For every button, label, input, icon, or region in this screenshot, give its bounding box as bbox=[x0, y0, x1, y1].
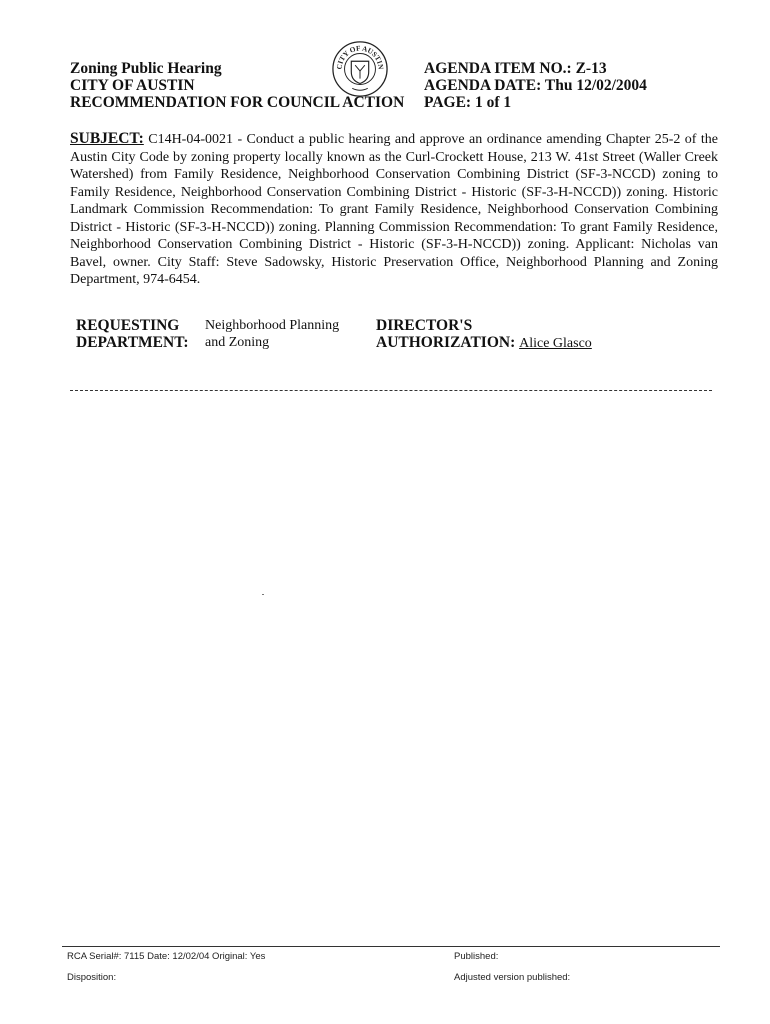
subject-text: C14H-04-0021 - Conduct a public hearing and approve an ordinance amending Chapter 25-2 of the Austin City Code by zoning property locally known as the Curl-Crockett House, 213 W. 41st Street (Waller Creek Watershed) from Family Residence, Neighborhood Conservation Combining District (SF-3-NCCD) zoning to Family Residence, Neighborhood Conservation Combining District - Historic (SF-3-H-NCCD)) zoning. Historic Landmark Commission Recommendation: To grant Family Residence, Neighborhood Conservation Combining District - Historic (SF-3-H-NCCD)) zoning. Planning Commission Recommendation: To grant Family Residence, Neighborhood Conservation Combining District - Historic (SF-3-H-NCCD)) zoning. Applicant: Nicholas van Bavel, owner. City Staff: Steve Sadowsky, Historic Preservation Office, Neighborhood Planning and Zoning Department, 974-6454. bbox=[70, 132, 718, 287]
footer-divider bbox=[62, 946, 720, 947]
disposition-label: Disposition: bbox=[67, 972, 117, 983]
page-number: PAGE: 1 of 1 bbox=[424, 94, 512, 111]
header-right bbox=[424, 60, 647, 111]
published-label: Published: bbox=[454, 951, 499, 962]
agenda-date: AGENDA DATE: Thu 12/02/2004 bbox=[424, 77, 647, 94]
director-label-line1: DIRECTOR'S bbox=[376, 317, 473, 334]
subject-paragraph bbox=[70, 130, 718, 289]
director-name: Alice Glasco bbox=[519, 336, 592, 351]
seal-text: CITY OF AUSTIN bbox=[335, 44, 385, 70]
director-authorization bbox=[376, 317, 592, 352]
requesting-department-value bbox=[205, 317, 339, 351]
section-divider bbox=[70, 390, 712, 391]
agenda-item-no: AGENDA ITEM NO.: Z-13 bbox=[424, 60, 607, 77]
subject-label: SUBJECT: bbox=[70, 130, 144, 147]
scan-speck bbox=[262, 594, 264, 595]
requesting-label-line1: REQUESTING bbox=[76, 317, 180, 334]
hearing-type: Zoning Public Hearing bbox=[70, 60, 222, 77]
requesting-department-label bbox=[76, 317, 189, 351]
requesting-value-line1: Neighborhood Planning bbox=[205, 318, 340, 333]
document-title: RECOMMENDATION FOR COUNCIL ACTION bbox=[70, 94, 405, 111]
city-name: CITY OF AUSTIN bbox=[70, 77, 195, 94]
rca-serial: RCA Serial#: 7115 Date: 12/02/04 Original: Yes bbox=[67, 951, 266, 962]
director-label-line2: AUTHORIZATION: bbox=[376, 334, 516, 351]
requesting-value-line2: and Zoning bbox=[205, 335, 270, 350]
adjusted-version-label: Adjusted version published: bbox=[454, 972, 571, 983]
requesting-label-line2: DEPARTMENT: bbox=[76, 334, 189, 351]
city-seal-icon bbox=[331, 40, 389, 98]
